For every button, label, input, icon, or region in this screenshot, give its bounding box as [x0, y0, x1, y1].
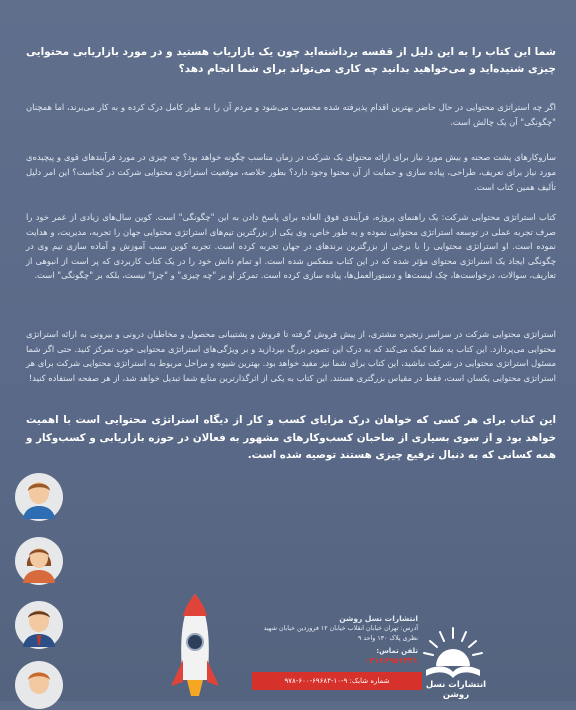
publisher-info: [258, 614, 418, 666]
intro-paragraph: شما این کتاب را به این دلیل از قفسه برداشته‌اید چون یک بازاریاب هستید و در مورد بازاریابی محتوایی چیزی شنیده‌اید و می‌خواهید بدانید چه کاری می‌تواند برای شما انجام دهد؟: [26, 46, 556, 75]
address-text: تهران خیابان انقلاب خیابان ۱۲ فروردین خیابان شهید نظری پلاک ۱۳۰ واحد ۹: [263, 625, 418, 642]
logo-text: انتشارات نسل روشن: [425, 680, 487, 700]
person-avatar-icon: [14, 660, 64, 710]
paragraph-customer-chain: استراتژی محتوایی شرکت در سراسر زنجیره مشتری، از پیش فروش گرفته تا فروش و پشتیبانی محصول و مخاطبان درونی و بیرونی به ارائه استراتژی محتوایی می‌پردازد. این کتاب به شما کمک می‌کند که به درک این تصویر بزرگ بپردازید و بر ویژگی‌های استراتژی محتوایی خوب تمرکز کنید. حتی اگر شما مسئول استراتژی محتوایی در شرکت نباشید، این کتاب برای شما نیز مفید خواهد بود. بهترین شیوه و مراحل مربوط به استراتژی محتوایی شرکت برای هر استراتژی محتوایی یکسان است، فقط در مقیاس بزرگتری هستند. این کتاب به یکی از اثرگذارترین منابع شما تبدیل خواهد شد، از هر صفحه استفاده کنید!: [26, 329, 556, 383]
isbn-bar: شماره شابک: ۹-۱۰-۶۹۶۸۴-۶۰۰-۹۷۸: [252, 672, 422, 690]
rocket-icon: [165, 590, 225, 701]
woman-avatar-icon: [14, 536, 64, 586]
phone-number: ۰۲۱۶۶۹۵۱۴۲۱: [364, 656, 418, 665]
paragraph-mechanisms: سازوکارهای پشت صحنه و بیش مورد نیاز برای ارائه محتوای یک شرکت در زمان مناسب چگونه خواهد بود؟ چه چیزی در مورد فرآیندهای قوی و پیچیده‌ی مورد نیاز برای تعریف، طراحی، پیاده سازی و حمایت از آن محتوا وجود دارد؟ بطور خلاصه، موقعیت استراتژی محتوایی شرکت در کجاست؟ این امر دلیل تألیف همین کتاب است.: [26, 152, 556, 192]
paragraph-book-guide: کتاب استراتژی محتوایی شرکت: یک راهنمای پروژه، فرآیندی فوق العاده برای پاسخ دادن به این "چگونگی" است. کوین سال‌های زیادی از عمر خود را صرف تجربه عملی در توسعه استراتژی محتوایی نموده و به طور خاص، وی یکی از بزرگترین تیم‌های استراتژی محتوایی جهان را تجربه، مدیریت، و هدایت نموده است. او استراتژی محتوایی را با برخی از بزرگترین برندهای در جهان تجربه کرده است. تجربه کوین سبب آموزش و آماده سازی تیم وی در چگونگی ایجاد یک استراتژی محتوای مؤثر شده که در این کتاب منعکس شده است. او تمام دانش خود را در یک کتاب کاربردی که پر است از انبوهی از تعاریف، سوالات، درخواست‌ها، چک لیست‌ها و دستورالعمل‌ها، پیاده سازی کرده است. تمرکز او بر "چه چیزی" و "چرا" نیست، بلکه بر "چگونگی" است.: [26, 212, 556, 281]
man-avatar-icon: [14, 472, 64, 522]
paragraph-challenge: اگر چه استراتژی محتوایی در حال حاضر بهترین اقدام پذیرفته شده محسوب می‌شود و مردم آن را به طور کامل درک کرده و به کار می‌برند، اما همچنان "چگونگی" آن یک چالش است.: [26, 102, 556, 127]
publisher-name: انتشارات نسل روشن: [339, 614, 418, 623]
closing-paragraph: این کتاب برای هر کسی که خواهان درک مزایای کسب و کار از دیگاه استراتژی محتوایی است با اهمیت خواهد بود و از سوی بسیاری از صاحبان کسب‌وکارهای مشهور به فعالان در حوزه بازاریابی و کسب‌وکار و همه کسانی که به دنبال ترفیع چیزی هستند توصیه شده است.: [26, 414, 556, 461]
phone-label: تلفن تماس:: [376, 647, 418, 655]
address: [258, 624, 418, 644]
businessman-avatar-icon: [14, 600, 64, 650]
address-label: آدرس:: [400, 625, 418, 632]
